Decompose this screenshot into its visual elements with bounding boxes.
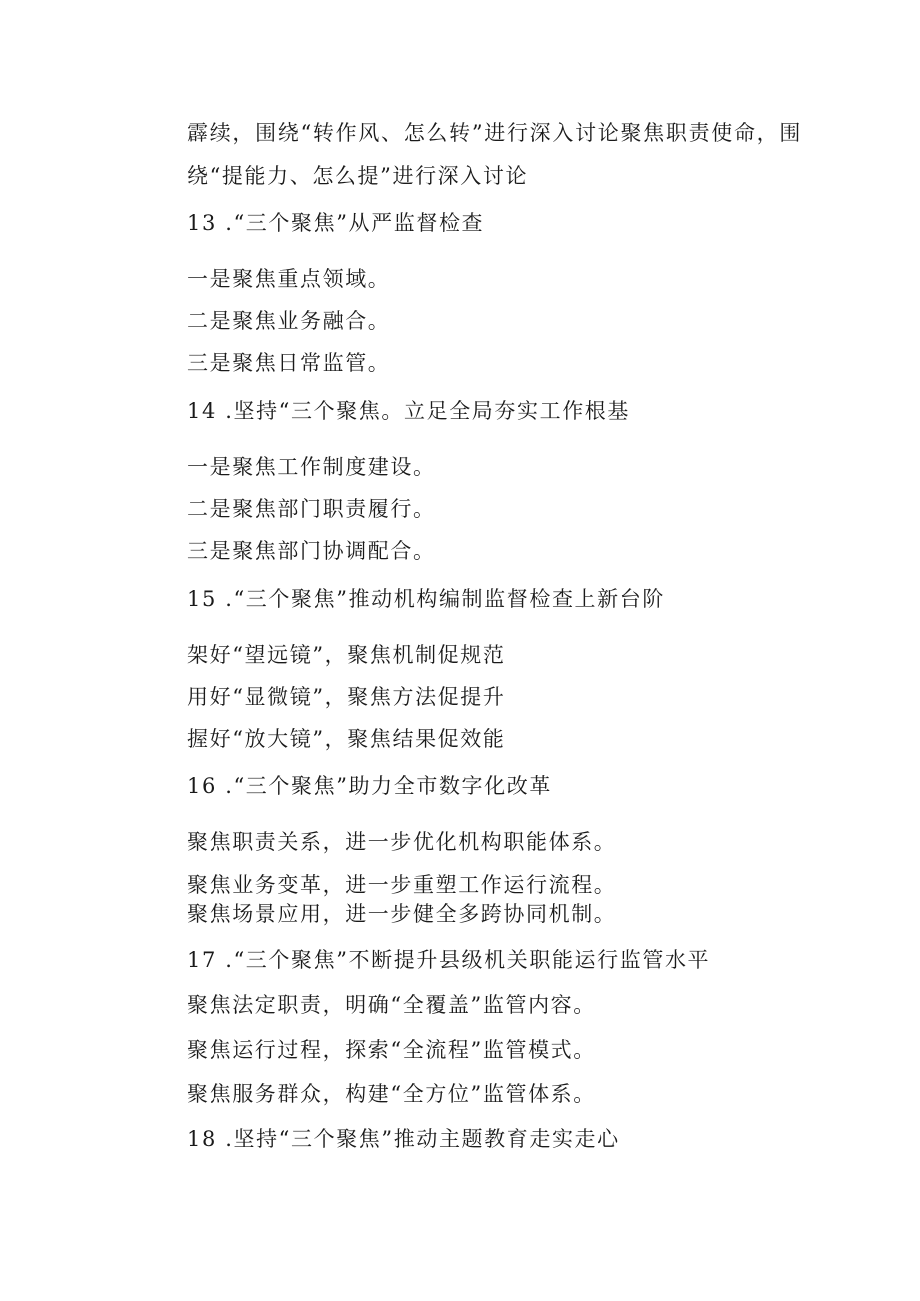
- list-item: 架好“望远镜”，聚焦机制促规范: [187, 643, 506, 667]
- section-heading: 15 .“三个聚焦”推动机构编制监督检查上新台阶: [187, 587, 665, 611]
- list-item: 聚焦职责关系，进一步优化机构职能体系。: [187, 830, 617, 854]
- list-item: 一是聚焦工作制度建设。: [187, 455, 436, 479]
- continuation-line: 绕“提能力、怎么提”进行深入讨论: [187, 164, 529, 188]
- continuation-line: 霹续，围绕“转作风、怎么转”进行深入讨论聚焦职责使命，围: [187, 121, 803, 145]
- list-item: 聚焦场景应用，进一步健全多跨协同机制。: [187, 902, 617, 926]
- section-heading: 18 .坚持“三个聚焦”推动主题教育走实走心: [187, 1127, 620, 1151]
- list-item: 二是聚焦业务融合。: [187, 309, 391, 333]
- list-item: 二是聚焦部门职责履行。: [187, 497, 436, 521]
- list-item: 聚焦业务变革，进一步重塑工作运行流程。: [187, 873, 617, 897]
- section-heading: 17 .“三个聚焦”不断提升县级机关职能运行监管水平: [187, 948, 711, 972]
- section-heading: 14 .坚持“三个聚焦。立足全局夯实工作根基: [187, 399, 631, 423]
- list-item: 聚焦法定职责，明确“全覆盖”监管内容。: [187, 993, 596, 1017]
- list-item: 聚焦运行过程，探索“全流程”监管模式。: [187, 1038, 596, 1062]
- list-item: 三是聚焦部门协调配合。: [187, 539, 436, 563]
- list-item: 用好“显微镜”，聚焦方法促提升: [187, 685, 506, 709]
- section-heading: 13 .“三个聚焦”从严监督检查: [187, 211, 485, 235]
- list-item: 一是聚焦重点领域。: [187, 267, 391, 291]
- section-heading: 16 .“三个聚焦”助力全市数字化改革: [187, 774, 552, 798]
- list-item: 握好“放大镜”，聚焦结果促效能: [187, 727, 506, 751]
- list-item: 三是聚焦日常监管。: [187, 351, 391, 375]
- list-item: 聚焦服务群众，构建“全方位”监管体系。: [187, 1082, 596, 1106]
